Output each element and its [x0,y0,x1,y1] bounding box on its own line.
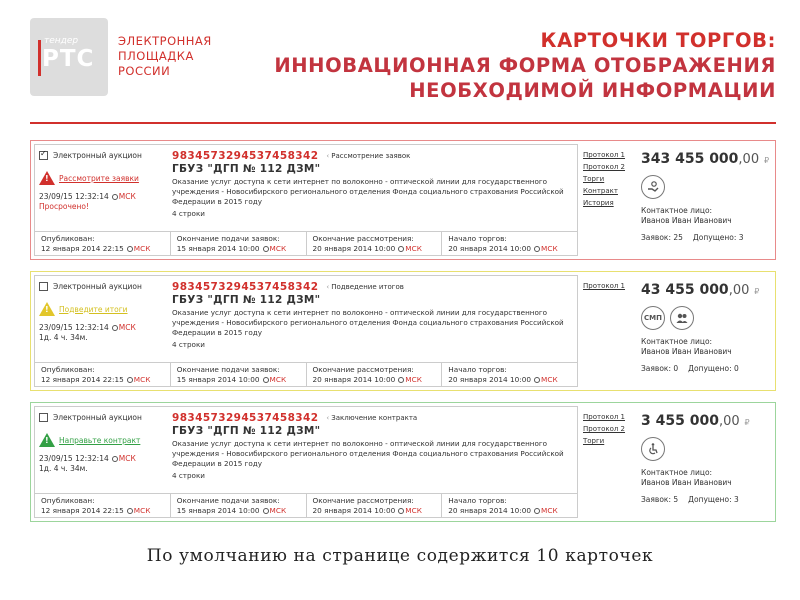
clock-icon [112,325,118,331]
logo-brand [42,46,94,72]
card-summary [641,151,775,242]
currency-icon: ₽ [763,156,770,165]
deadline-time: 23/09/15 12:32:14 [39,192,109,201]
review-date: 20 января 2014 10:00 [312,375,396,384]
msk-label: МСК [133,244,151,253]
start-date: 20 января 2014 10:00 [448,375,532,384]
tender-description: Оказание услуг доступа к сети интернет по волоконно - оптической линии для государственного учреждения - Новосибирского регионального отделения Фонда социального страхования Российской Федерации в 2015 году [172,308,564,337]
msk-label: МСК [541,375,558,384]
card-main [172,281,572,350]
tender-card[interactable] [30,402,776,522]
price-kopecks: ,00 [728,283,750,298]
clock-icon [112,194,118,200]
card-link[interactable]: Протокол 1 [583,151,626,159]
card-main [172,412,572,481]
card-dates [35,362,577,386]
card-main [172,150,572,219]
price [641,151,775,167]
card-left [39,282,165,343]
deadline-date: 15 января 2014 10:00 [176,506,260,515]
card-link[interactable]: Протокол 1 [583,282,626,290]
clock-icon [263,377,269,383]
card-links [583,411,633,447]
organization-name: ГБУЗ "ДГП № 112 ДЗМ" [172,294,321,306]
logo-name-line: РОССИИ [118,64,171,78]
card-inner [34,275,578,387]
title-line-1: КАРТОЧКИ ТОРГОВ: [540,29,776,52]
card-link[interactable]: Протокол 2 [583,163,626,171]
price-kopecks: ,00 [718,414,740,429]
tender-card[interactable] [30,140,776,260]
price-value: 3 455 000 [641,413,719,429]
rows-count: 4 строки [172,209,205,218]
msk-label: МСК [269,375,287,384]
price-value: 43 455 000 [641,282,729,298]
deadline-date: 15 января 2014 10:00 [176,375,260,384]
contact-label: Контактное лицо: [641,337,713,346]
published-label: Опубликован: [41,496,95,505]
deadline-time: 23/09/15 12:32:14 [39,454,109,463]
card-link[interactable]: Контракт [583,187,618,195]
card-checkbox[interactable] [39,282,48,291]
msk-label: МСК [405,375,422,384]
clock-icon [263,508,269,514]
tender-number-link[interactable]: 9834573294537458342 [172,150,319,162]
clock-icon [534,508,540,514]
card-checkbox[interactable] [39,151,48,160]
clock-icon [534,246,540,252]
hand-coins-icon [641,175,665,199]
clock-icon [398,508,404,514]
page-title [274,28,776,103]
admitted-count: Допущено: 3 [688,495,739,504]
time-remaining: Просрочено! [39,202,90,211]
msk-label: МСК [405,244,422,253]
stage-text: Подведение итогов [331,283,404,291]
status-action-link[interactable]: Подведите итоги [59,304,128,314]
msk-label: МСК [118,323,136,332]
contact-label: Контактное лицо: [641,468,713,477]
review-date: 20 января 2014 10:00 [312,506,396,515]
wheelchair-icon [641,437,665,461]
logo-name-line: ЭЛЕКТРОННАЯ [118,34,212,48]
published-label: Опубликован: [41,234,95,243]
contact-name: Иванов Иван Иванович [641,478,732,487]
price-kopecks: ,00 [738,152,760,167]
deadline-time: 23/09/15 12:32:14 [39,323,109,332]
msk-label: МСК [541,506,558,515]
currency-icon: ₽ [754,287,760,296]
tender-number-link[interactable]: 9834573294537458342 [172,281,319,293]
deadline-label: Окончание подачи заявок: [176,234,280,243]
bids-count: Заявок: 5 [641,495,679,504]
admitted-count: Допущено: 3 [692,233,744,242]
badges [641,437,775,461]
card-inner [34,406,578,518]
review-label: Окончание рассмотрения: [312,234,414,243]
card-link[interactable]: Протокол 1 [583,413,626,421]
published-date: 12 января 2014 22:15 [41,375,124,384]
logo-tender-text: тендер [44,36,79,46]
clock-icon [127,377,133,383]
clock-icon [534,377,540,383]
warning-icon: ! [39,171,55,185]
msk-label: МСК [405,506,422,515]
card-links [583,149,633,209]
start-date: 20 января 2014 10:00 [448,244,532,253]
badges [641,175,775,199]
tender-card[interactable] [30,271,776,391]
review-label: Окончание рассмотрения: [312,365,414,374]
stage-text: Заключение контракта [331,414,418,422]
msk-label: МСК [541,244,558,253]
tender-description: Оказание услуг доступа к сети интернет по волоконно - оптической линии для государственного учреждения - Новосибирского регионального отделения Фонда социального страхования Российской Федерации в 2015 году [172,439,564,468]
deadline-date: 15 января 2014 10:00 [176,244,260,253]
msk-label: МСК [269,506,287,515]
stage-label: ‹ Рассмотрение заявок [326,152,411,160]
procedure-type: Электронный аукцион [53,151,142,160]
price [641,413,775,429]
admitted-count: Допущено: 0 [688,364,739,373]
card-link[interactable]: Протокол 2 [583,425,626,433]
card-inner [34,144,578,256]
msk-label: МСК [269,244,287,253]
rows-count: 4 строки [172,340,205,349]
contact-label: Контактное лицо: [641,206,713,215]
price [641,282,775,298]
start-label: Начало торгов: [448,234,507,243]
title-line-2: ИННОВАЦИОННАЯ ФОРМА ОТОБРАЖЕНИЯ [274,54,776,77]
msk-label: МСК [133,375,151,384]
procedure-type: Электронный аукцион [53,413,142,422]
contact-name: Иванов Иван Иванович [641,347,732,356]
rows-count: 4 строки [172,471,205,480]
stage-text: Рассмотрение заявок [331,152,411,160]
card-left [39,151,165,212]
smp-badge: СМП [641,306,665,330]
card-dates [35,231,577,255]
card-dates [35,493,577,517]
logo-name [118,34,212,79]
tender-description: Оказание услуг доступа к сети интернет по волоконно - оптической линии для государственного учреждения - Новосибирского регионального отделения Фонда социального страхования Российской Федерации в 2015 году [172,177,564,206]
organization-name: ГБУЗ "ДГП № 112 ДЗМ" [172,163,321,175]
time-remaining: 1д. 4 ч. 34м. [39,333,88,342]
bids-count: Заявок: 25 [641,233,683,242]
currency-icon: ₽ [744,418,750,427]
status-action-link[interactable]: Направьте контракт [59,435,141,445]
badges [641,306,775,330]
footer-caption: По умолчанию на странице содержится 10 карточек [146,546,654,566]
warning-icon: ! [39,433,55,447]
clock-icon [263,246,269,252]
card-links [583,280,633,292]
card-left [39,413,165,474]
stage-label: ‹ Подведение итогов [326,283,404,291]
procedure-type: Электронный аукцион [53,282,142,291]
time-remaining: 1д. 4 ч. 34м. [39,464,88,473]
card-link[interactable]: История [583,199,614,207]
clock-icon [127,246,133,252]
deadline-label: Окончание подачи заявок: [176,365,280,374]
price-value: 343 455 000 [641,151,739,167]
msk-label: МСК [118,192,136,201]
review-label: Окончание рассмотрения: [312,496,414,505]
status-action-link[interactable]: Рассмотрите заявки [59,173,139,183]
clock-icon [112,456,118,462]
people-icon [670,306,694,330]
logo [30,18,108,96]
organization-name: ГБУЗ "ДГП № 112 ДЗМ" [172,425,321,437]
clock-icon [398,377,404,383]
stage-label: ‹ Заключение контракта [326,414,418,422]
published-date: 12 января 2014 22:15 [41,244,124,253]
card-link[interactable]: Торги [583,175,605,183]
title-line-3: НЕОБХОДИМОЙ ИНФОРМАЦИИ [409,79,776,102]
start-label: Начало торгов: [448,365,507,374]
tender-number-link[interactable]: 9834573294537458342 [172,412,319,424]
card-link[interactable]: Торги [583,437,605,445]
card-checkbox[interactable] [39,413,48,422]
clock-icon [127,508,133,514]
clock-icon [398,246,404,252]
deadline-label: Окончание подачи заявок: [176,496,280,505]
msk-label: МСК [118,454,136,463]
card-summary [641,282,775,373]
header-divider [30,122,776,124]
bids-count: Заявок: 0 [641,364,679,373]
review-date: 20 января 2014 10:00 [312,244,396,253]
card-summary [641,413,775,504]
published-date: 12 января 2014 22:15 [41,506,124,515]
msk-label: МСК [133,506,151,515]
logo-brand-text: РТС [42,46,95,72]
warning-icon: ! [39,302,55,316]
published-label: Опубликован: [41,365,95,374]
start-date: 20 января 2014 10:00 [448,506,532,515]
logo-name-line: ПЛОЩАДКА [118,49,194,63]
contact-name: Иванов Иван Иванович [641,216,732,225]
start-label: Начало торгов: [448,496,507,505]
